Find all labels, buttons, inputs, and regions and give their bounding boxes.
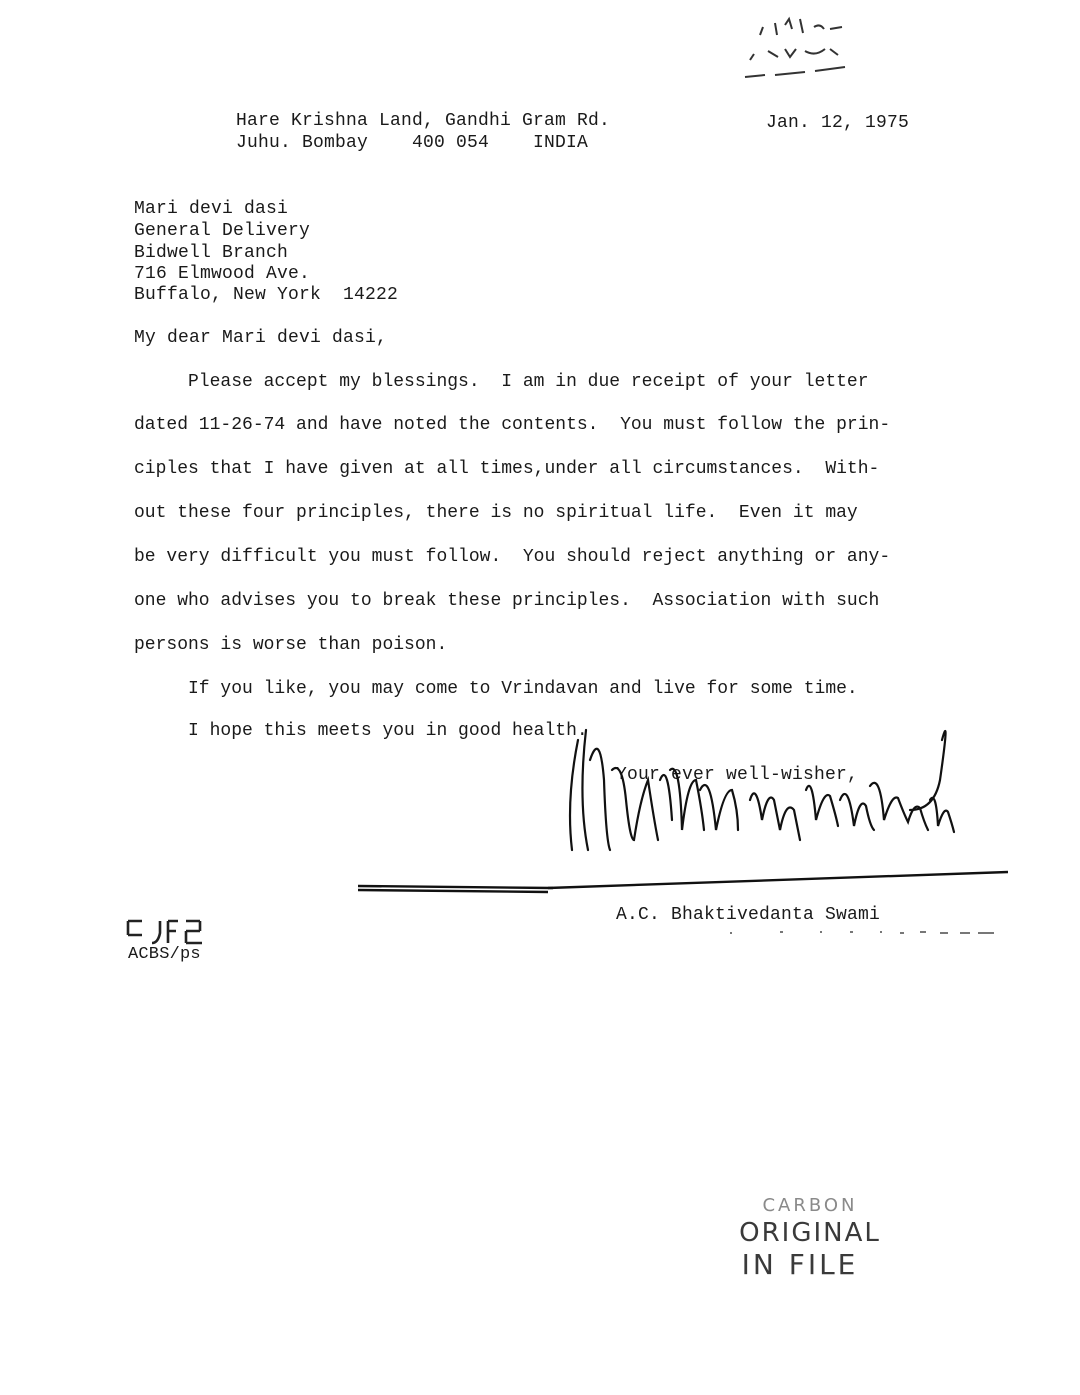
stamp-line2: ORIGINAL bbox=[739, 1218, 881, 1248]
signatory-name: A.C. Bhaktivedanta Swami bbox=[616, 905, 881, 925]
letter-date: Jan. 12, 1975 bbox=[766, 113, 910, 133]
recipient-line4: 716 Elmwood Ave. bbox=[134, 264, 311, 284]
faint-dotted-line-icon bbox=[720, 925, 1000, 939]
sender-address-line1: Hare Krishna Land, Gandhi Gram Rd. bbox=[236, 111, 611, 131]
body-line: out these four principles, there is no spiritual life. Even it may bbox=[134, 503, 858, 523]
body-line: be very difficult you must follow. You should reject anything or any- bbox=[134, 547, 891, 567]
sender-address-line2: Juhu. Bombay 400 054 INDIA bbox=[236, 133, 589, 153]
body-line: dated 11-26-74 and have noted the contents. You must follow the prin- bbox=[134, 415, 891, 435]
recipient-line3: Bidwell Branch bbox=[134, 243, 289, 263]
body-line: one who advises you to break these principles. Association with such bbox=[134, 591, 880, 611]
recipient-name: Mari devi dasi bbox=[134, 199, 289, 219]
closing: Your ever well-wisher, bbox=[616, 765, 859, 785]
handwritten-mark-top-icon bbox=[730, 5, 880, 85]
signature-icon bbox=[550, 700, 990, 870]
body-line: persons is worse than poison. bbox=[134, 635, 448, 655]
body-line: I hope this meets you in good health. bbox=[134, 721, 588, 741]
stamp-line3: IN FILE bbox=[741, 1248, 859, 1281]
stamp-line1: CARBON bbox=[762, 1195, 858, 1216]
reference-initials: ACBS/ps bbox=[128, 945, 201, 964]
salutation: My dear Mari devi dasi, bbox=[134, 328, 388, 348]
signature-rule-icon bbox=[358, 860, 1008, 900]
body-line: ciples that I have given at all times,under all circumstances. With- bbox=[134, 459, 880, 479]
recipient-line2: General Delivery bbox=[134, 221, 311, 241]
recipient-line5: Buffalo, New York 14222 bbox=[134, 285, 399, 305]
body-line: Please accept my blessings. I am in due receipt of your letter bbox=[134, 372, 869, 392]
body-line: If you like, you may come to Vrindavan and live for some time. bbox=[134, 679, 858, 699]
